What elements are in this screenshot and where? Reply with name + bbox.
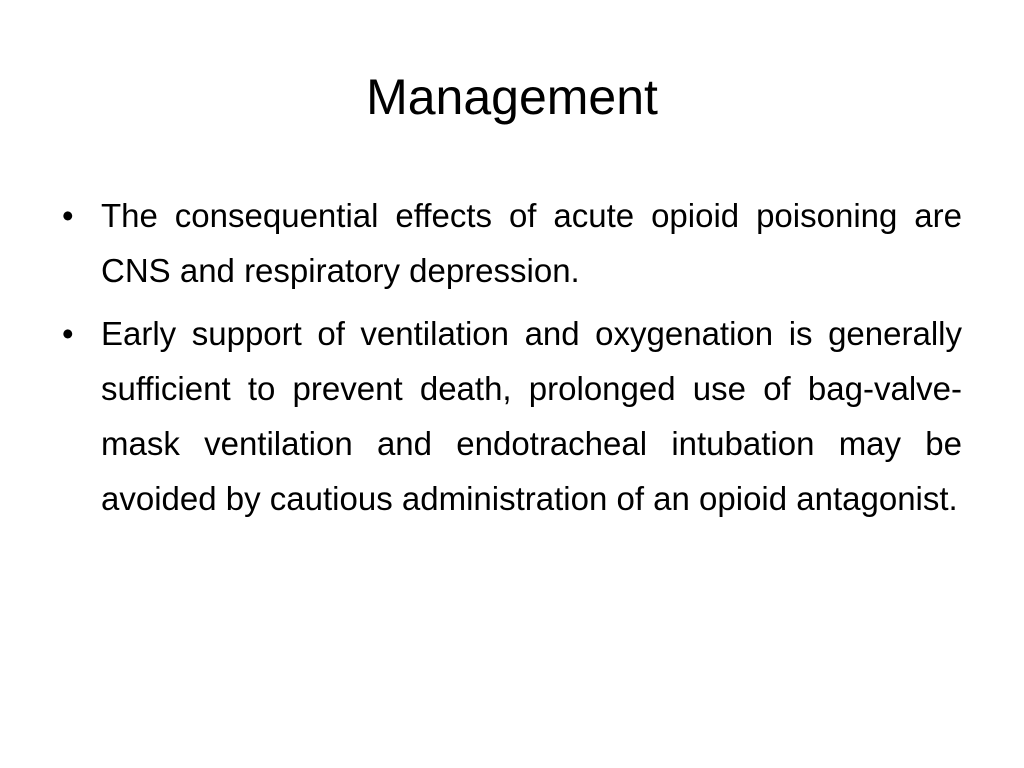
bullet-list [62,188,962,534]
bullet-item [62,188,962,298]
bullet-marker: • [62,197,74,234]
bullet-text: Early support of ventilation and oxygenation is generally sufficient to prevent death, prolonged use of bag-valve-mask ventilation and endotracheal intubation may be avoided by cautious administration of an opioid antagonist. [101,315,962,517]
slide-title: Management [366,69,658,125]
bullet-item [62,306,962,526]
bullet-marker: • [62,315,74,352]
bullet-text: The consequential effects of acute opioid poisoning are CNS and respiratory depression. [101,197,962,289]
